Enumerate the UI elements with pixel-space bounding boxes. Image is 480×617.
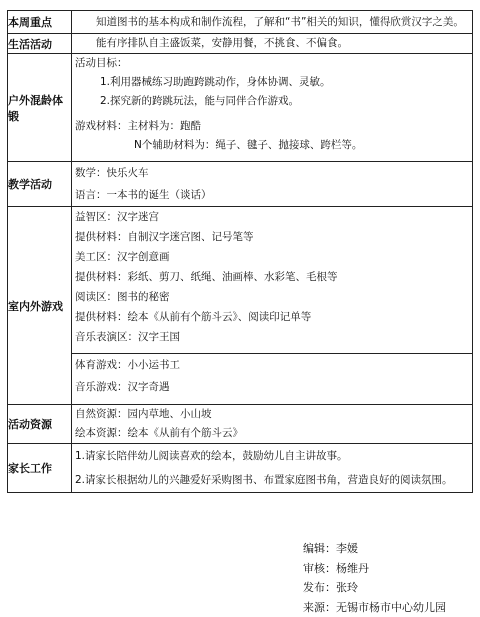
resources-label: 活动资源 [8,405,72,444]
indoor-line: 提供材料：绘本《从前有个筋斗云》、阅读印记单等 [75,311,312,323]
parents-label: 家长工作 [8,444,72,493]
indoor-divider [72,353,472,404]
row-outdoor [8,54,473,162]
indoor-sub-line: 音乐游戏：汉字奇遇 [75,381,170,393]
row-indoor [8,207,473,405]
row-teaching [8,162,473,207]
teaching-math: 数学：快乐火车 [75,167,149,179]
goal-item-1: 1.利用器械练习助跑跨跳动作，身体协调、灵敏。 [100,76,331,88]
credit-source: 来源：无锡市杨市中心幼儿园 [303,600,446,614]
row-resources [8,405,473,444]
goal-item-2: 2.探究新的跨跳玩法，能与同伴合作游戏。 [100,95,300,107]
credit-reviewer: 审核：杨维丹 [303,561,369,575]
life-label: 生活活动 [8,34,72,54]
weekly-plan [7,10,473,493]
indoor-line: 提供材料：自制汉字迷宫图、记号笔等 [75,231,254,243]
teaching-label: 教学活动 [8,162,72,207]
indoor-line: 音乐表演区：汉字王国 [75,331,180,343]
credits [303,539,446,617]
outdoor-label: 户外混龄体锻 [8,54,72,162]
indoor-label: 室内外游戏 [8,207,72,405]
material-aux: N个辅助材料为：绳子、毽子、抛接球、跨栏等。 [134,139,363,151]
teaching-language: 语言：一本书的诞生（谈话） [75,189,212,201]
indoor-line: 益智区：汉字迷宫 [75,211,159,223]
parent-item-2: 2.请家长根据幼儿的兴趣爱好采购图书、布置家庭图书角，营造良好的阅读氛围。 [75,474,453,486]
indoor-line: 提供材料：彩纸、剪刀、纸绳、油画棒、水彩笔、毛根等 [75,271,338,283]
goal-title: 活动目标： [75,57,128,69]
focus-label: 本周重点 [8,11,72,34]
material-main: 游戏材料：主材料为：跑酷 [75,120,201,132]
row-parents [8,444,473,493]
indoor-line: 阅读区：图书的秘密 [75,291,170,303]
focus-text: 知道图书的基本构成和制作流程，了解和“书”相关的知识，懂得欣赏汉字之美。 [96,16,464,28]
resource-natural: 自然资源：园内草地、小山坡 [75,408,212,420]
indoor-sub-line: 体育游戏：小小运书工 [75,359,180,371]
resource-book: 绘本资源：绘本《从前有个筋斗云》 [75,427,243,439]
row-focus [8,11,473,34]
plan-table [7,10,473,493]
row-life [8,34,473,54]
indoor-line: 美工区：汉字创意画 [75,251,170,263]
parent-item-1: 1.请家长陪伴幼儿阅读喜欢的绘本，鼓励幼儿自主讲故事。 [75,450,348,462]
life-text: 能有序排队自主盛饭菜，安静用餐，不挑食、不偏食。 [96,37,348,49]
credit-editor: 编辑：李媛 [303,542,358,555]
credit-publisher: 发布：张玲 [303,581,358,594]
